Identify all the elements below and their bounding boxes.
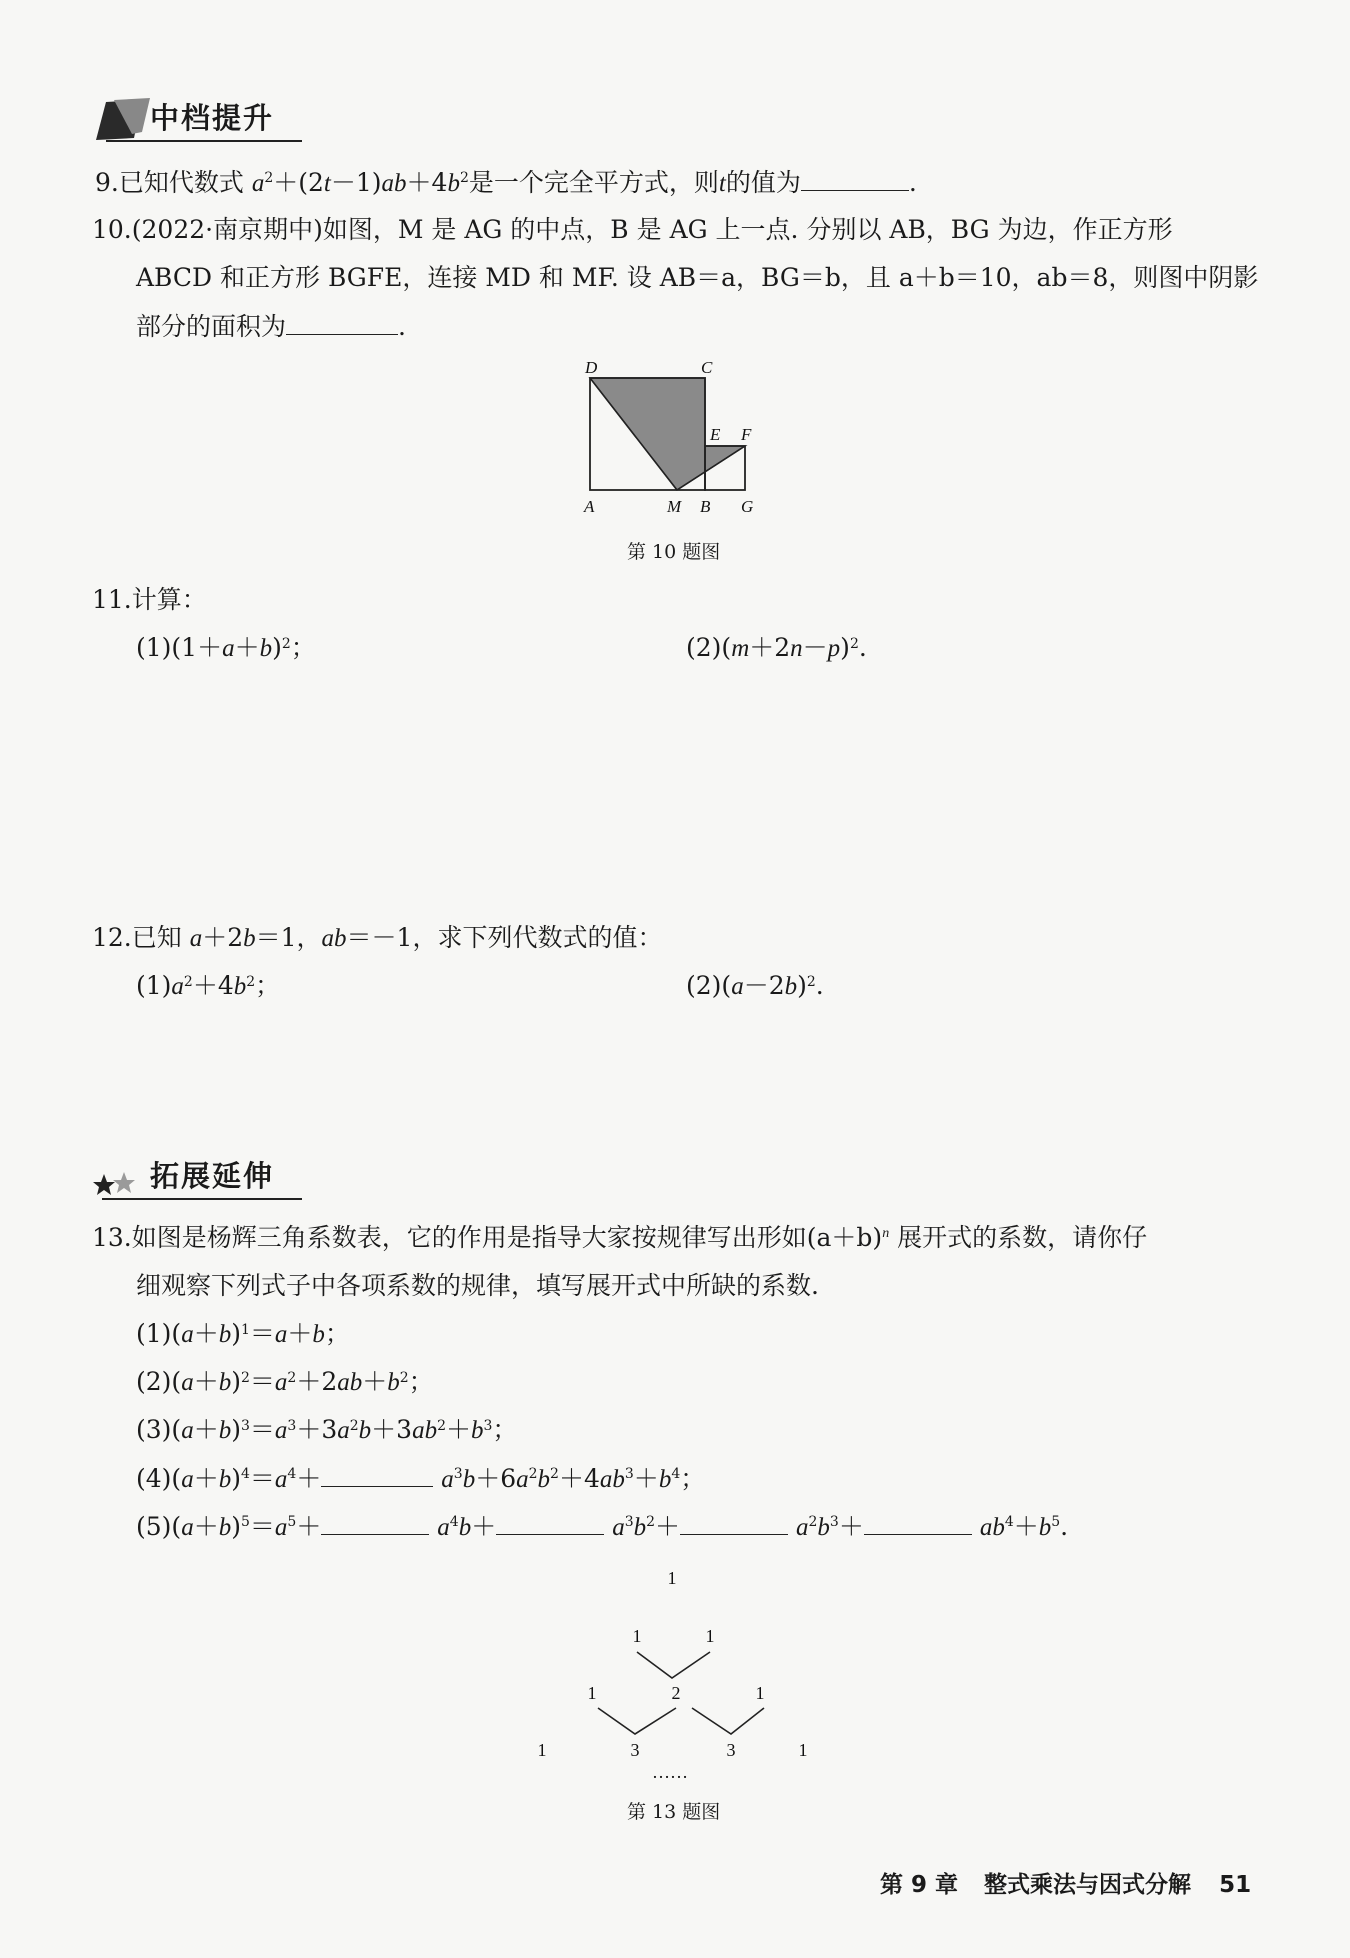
figure-13-caption: 第 13 题图	[627, 1801, 721, 1823]
page-footer	[880, 1866, 1251, 1899]
question-12-part-2: $(2)(a-2b)^2$.	[686, 971, 824, 1000]
answer-blank	[321, 1460, 433, 1487]
label-b: B	[700, 497, 711, 516]
answer-blank	[864, 1508, 972, 1535]
triangle-value: 1	[755, 1683, 765, 1703]
question-13-part-1: $(1)(a+b)^1=a+b$；	[136, 1319, 350, 1348]
label-m: M	[667, 497, 682, 516]
label-d: D	[585, 358, 598, 377]
question-10-line-2: ABCD 和正方形 BGFE，连接 MD 和 MF. 设 AB＝a，BG＝b，且 a＋b＝10，ab＝8，则图中阴影	[136, 263, 1259, 292]
triangle-value: 1	[667, 1568, 677, 1588]
triangle-value: 1	[537, 1740, 547, 1760]
triangle-ellipsis: ……	[652, 1762, 688, 1780]
question-11-title: 11.计算：	[92, 585, 207, 614]
answer-blank	[801, 164, 909, 191]
triangle-value: 1	[705, 1626, 715, 1646]
triangle-value: 2	[671, 1683, 681, 1703]
question-13-part-5: $(5)(a+b)^5=a^5+ a^4b+ a^3b^2+ a^2b^3+ ab^4+b^5$.	[136, 1508, 1068, 1546]
answer-blank	[286, 308, 398, 335]
triangle-value: 1	[587, 1683, 597, 1703]
label-c: C	[701, 358, 713, 377]
answer-blank	[321, 1508, 429, 1535]
question-11-part-2: $(2)(m+2n-p)^2$.	[686, 633, 867, 662]
footer-title: 整式乘法与因式分解	[984, 1872, 1192, 1898]
label-e: E	[710, 425, 721, 444]
section-header-ext	[92, 1152, 302, 1204]
answer-blank	[680, 1508, 788, 1535]
section-title-ext: 拓展延伸	[150, 1159, 275, 1193]
section-underline	[102, 1198, 302, 1200]
page-number: 51	[1219, 1872, 1252, 1898]
answer-blank	[496, 1508, 604, 1535]
question-13-part-3: $(3)(a+b)^3=a^3+3a^2b+3ab^2+b^3$；	[136, 1415, 518, 1444]
question-12: 12.已知 a＋2b＝1，ab＝－1，求下列代数式的值：	[92, 923, 663, 952]
question-11-part-1: $(1)(1+a+b)^2$；	[136, 633, 316, 662]
footer-chapter: 第 9 章	[880, 1872, 959, 1898]
triangle-value: 1	[632, 1626, 642, 1646]
question-13-line-1: 13.如图是杨辉三角系数表，它的作用是指导大家按规律写出形如$(a+b)^n$ 展开式的系数，请你仔	[92, 1223, 1148, 1252]
figure-13-triangle	[520, 1560, 820, 1780]
triangle-value: 3	[726, 1740, 736, 1760]
section-badge-icon	[92, 98, 152, 142]
triangle-connector	[692, 1708, 764, 1734]
section-header-mid	[92, 94, 302, 146]
label-f: F	[741, 425, 752, 444]
question-13-part-2: $(2)(a+b)^2=a^2+2ab+b^2$；	[136, 1367, 434, 1396]
stars-icon	[92, 1170, 144, 1200]
question-10-line-1: 10.(2022·南京期中)如图，M 是 AG 的中点，B 是 AG 上一点. 分别以 AB，BG 为边，作正方形	[92, 215, 1173, 244]
label-g: G	[741, 497, 754, 516]
triangle-connector	[598, 1708, 676, 1734]
figure-10-diagram	[575, 358, 775, 518]
question-13-part-4: $(4)(a+b)^4=a^4+ a^3b+6a^2b^2+4ab^3+b^4$；	[136, 1460, 705, 1498]
figure-10-caption: 第 10 题图	[627, 541, 721, 563]
question-13-line-2: 细观察下列式子中各项系数的规律，填写展开式中所缺的系数.	[136, 1271, 819, 1300]
section-underline	[106, 140, 302, 142]
question-9: 9.已知代数式 $a^2+(2t-1)ab+4b^2$是一个完全平方式，则t的值为 .	[95, 164, 917, 202]
question-12-part-1: $(1)a^2+4b^2$；	[136, 971, 281, 1000]
triangle-value: 1	[798, 1740, 808, 1760]
section-title-mid: 中档提升	[150, 101, 275, 135]
triangle-connector	[637, 1652, 710, 1678]
question-10-line-3: 部分的面积为 .	[136, 308, 406, 345]
triangle-value: 3	[630, 1740, 640, 1760]
shaded-region	[590, 378, 745, 490]
label-a: A	[584, 497, 595, 516]
